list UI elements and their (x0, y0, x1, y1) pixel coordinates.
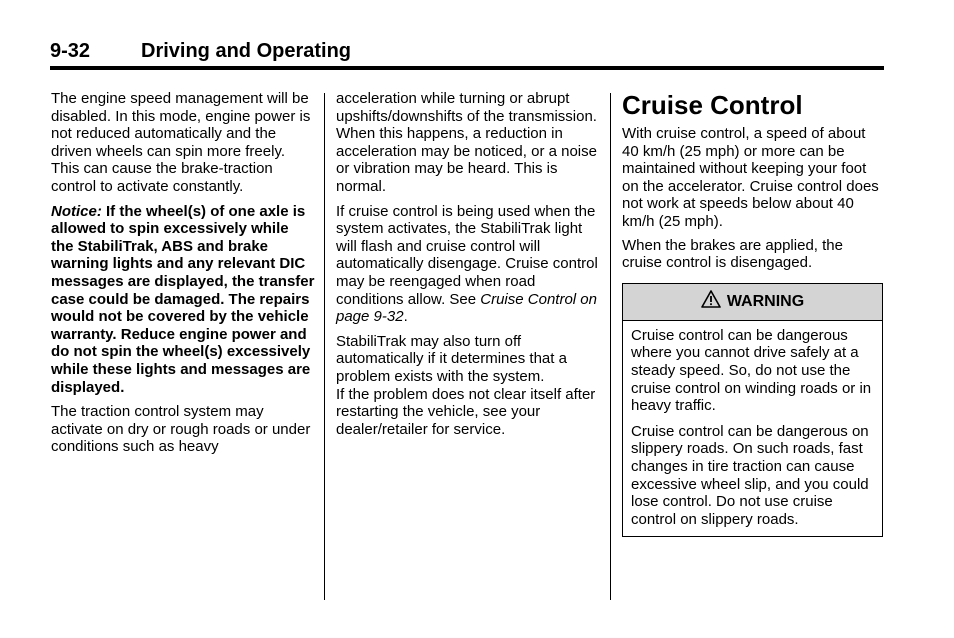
paragraph-text: If cruise control is being used when the system activates, the StabiliTrak light will flash and cruise control will automatically disengage. Cruise control may be reengaged when road conditions allow. See (336, 202, 598, 308)
warning-paragraph: Cruise control can be dangerous where you cannot drive safely at a steady speed. So, do not use the cruise control on winding roads or in heavy traffic. (631, 326, 872, 415)
text-column-2 (336, 90, 600, 445)
page-header (50, 38, 884, 70)
section-title: Cruise Control (622, 90, 803, 120)
warning-box (622, 283, 883, 538)
page-number: 9-32 (50, 40, 91, 62)
paragraph-end: . (403, 308, 408, 326)
text-column-1 (51, 90, 315, 463)
column-divider (324, 93, 325, 600)
notice-text: If the wheel(s) of one axle is allowed to spin excessively while the StabiliTrak, ABS and brake warning lights and any relevant DIC messages are displayed, the transfer case could be damaged. The repairs would not be covered by the vehicle warranty. Reduce engine power and do not spin the wheel(s) excessively while these lights and messages are displayed. (51, 202, 315, 396)
paragraph: If the problem does not clear itself after restarting the vehicle, see your dealer/retailer for service. (336, 385, 596, 438)
paragraph: With cruise control, a speed of about 40 km/h (25 mph) or more can be maintained without keeping your foot on the accelerator. Cruise control does not work at speeds below about 40 km/h (25 mph). (622, 125, 879, 230)
warning-paragraph: Cruise control can be dangerous on slippery roads. On such roads, fast changes in tire traction can cause excessive wheel slip, and you could lose control. Do not use cruise control on slippery roads. (631, 422, 869, 528)
warning-label: WARNING (726, 292, 805, 310)
warning-triangle-icon (701, 290, 727, 313)
warning-header (623, 284, 882, 321)
chapter-title: Driving and Operating (141, 40, 352, 62)
paragraph: StabiliTrak may also turn off automatically if it determines that a problem exists with the system. (336, 332, 567, 385)
paragraph (336, 203, 600, 326)
notice-paragraph (51, 203, 315, 397)
paragraph: When the brakes are applied, the cruise control is disengaged. (622, 236, 843, 272)
cross-reference-link[interactable]: Cruise Control on page 9-32 (336, 290, 597, 326)
notice-label: Notice: (51, 202, 102, 220)
text-column-3 (622, 90, 884, 537)
paragraph: The engine speed management will be disabled. In this mode, engine power is not reduced automatically and the driven wheels can spin more freely. This can cause the brake-traction control to activate constantly. (51, 90, 311, 195)
warning-body (623, 321, 882, 529)
column-divider (610, 93, 611, 600)
paragraph: acceleration while turning or abrupt upshifts/downshifts of the transmission. When this happens, a reduction in acceleration may be noticed, or a noise or vibration may be heard. This is normal. (336, 90, 597, 195)
paragraph: The traction control system may activate on dry or rough roads or under conditions such as heavy (51, 403, 311, 456)
